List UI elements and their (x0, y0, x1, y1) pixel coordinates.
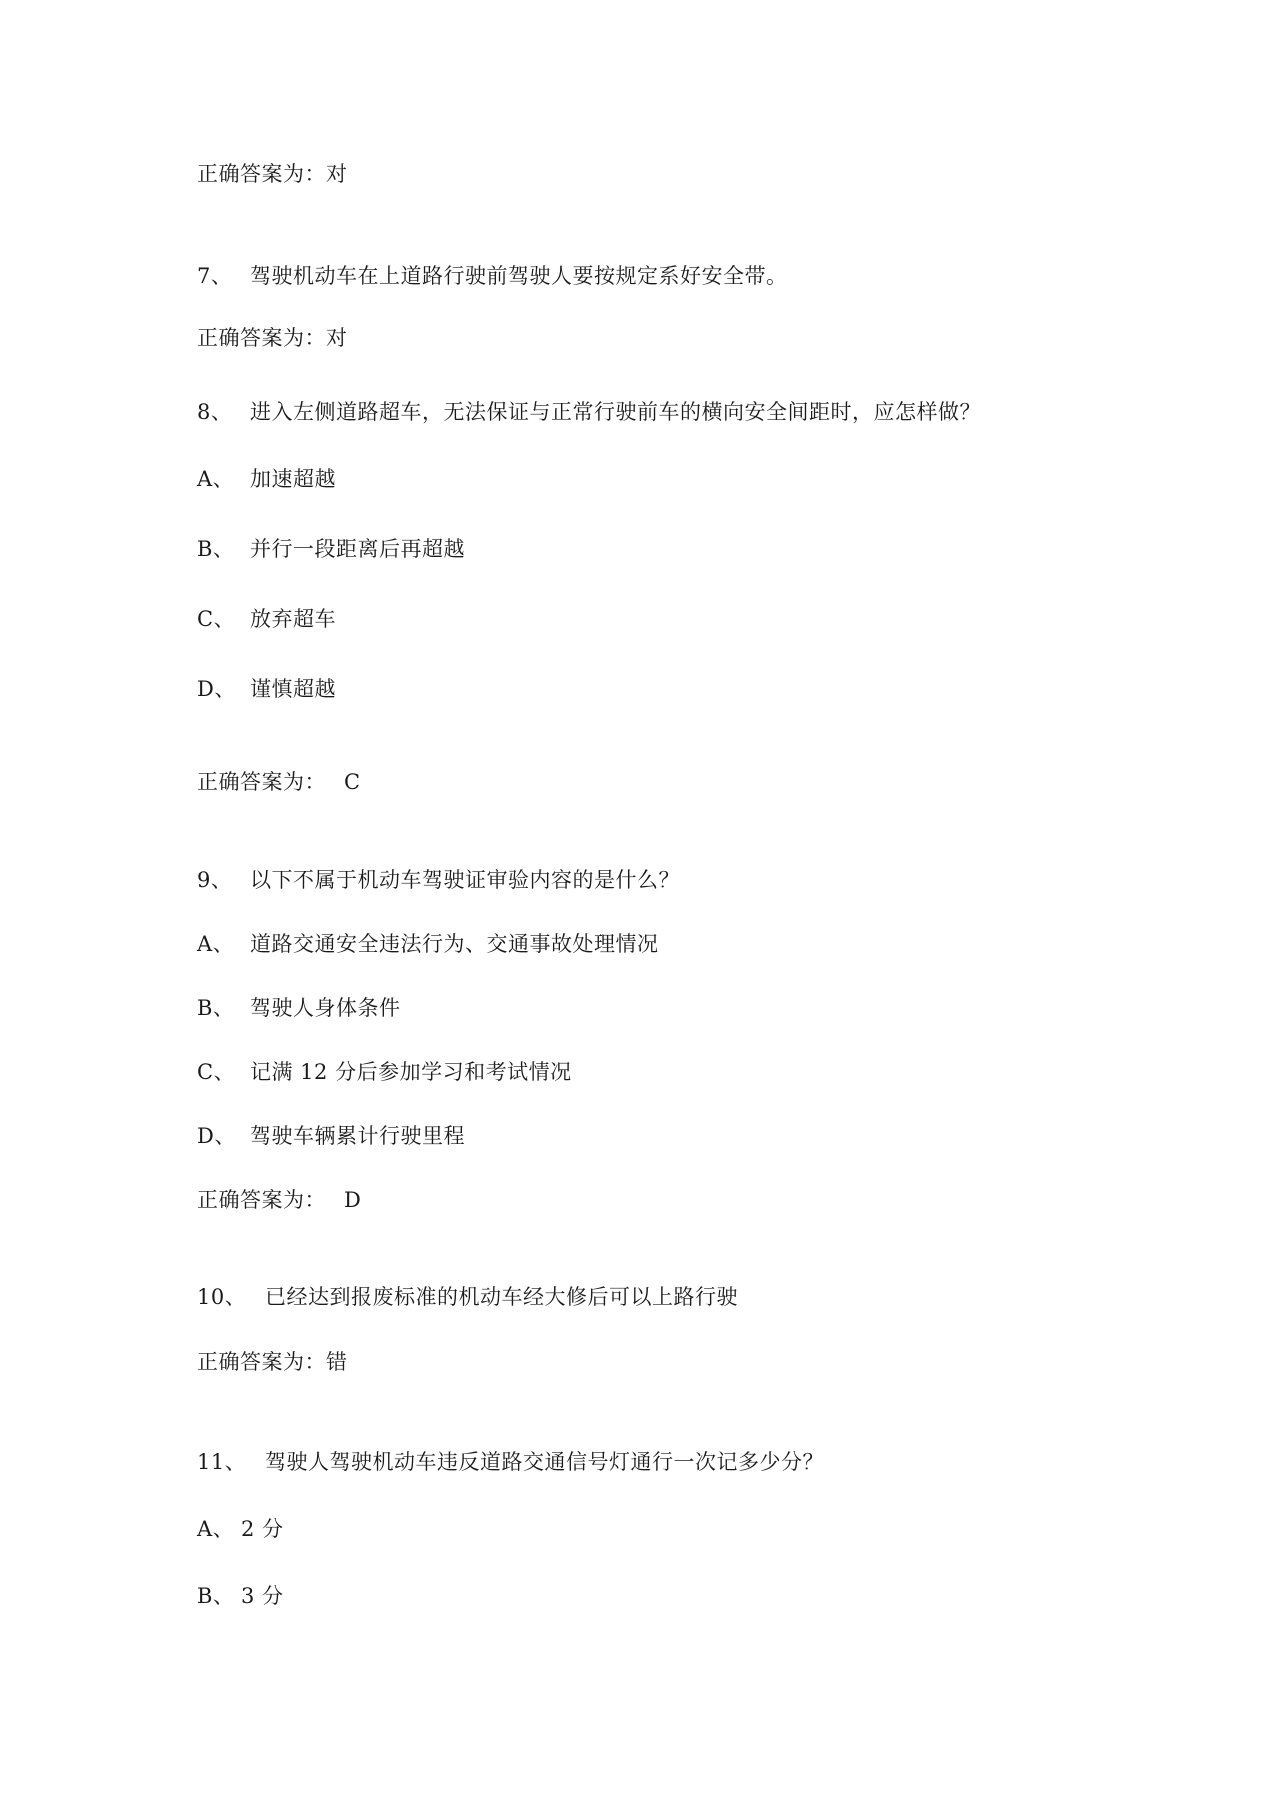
option-text: 道路交通安全违法行为、交通事故处理情况 (250, 932, 659, 956)
option-b (197, 994, 401, 1022)
question-number: 7、 (197, 264, 233, 288)
answer-label: 正确答案为： (197, 326, 326, 350)
answer-value: D (344, 1188, 362, 1212)
question-text: 进入左侧道路超车，无法保证与正常行驶前车的横向安全间距时，应怎样做？ (250, 400, 981, 424)
option-a (197, 930, 659, 958)
answer-label: 正确答案为： (197, 162, 326, 186)
option-text: 3 分 (241, 1584, 284, 1608)
answer-line (197, 1186, 361, 1214)
option-text: 谨慎超越 (250, 677, 336, 701)
answer-line (197, 768, 361, 796)
option-text: 2 分 (241, 1517, 284, 1541)
option-letter: B、 (197, 996, 235, 1020)
option-d (197, 1122, 465, 1150)
answer-line (197, 160, 348, 188)
option-letter: D、 (197, 1124, 236, 1148)
option-letter: B、 (197, 1584, 235, 1608)
answer-value: 对 (326, 326, 348, 350)
question-text: 驾驶机动车在上道路行驶前驾驶人要按规定系好安全带。 (250, 264, 788, 288)
question-text: 以下不属于机动车驾驶证审验内容的是什么？ (250, 868, 680, 892)
option-text: 记满 12 分后参加学习和考试情况 (250, 1060, 572, 1084)
question-number: 10、 (197, 1285, 247, 1309)
question-7 (197, 262, 788, 290)
answer-value: C (344, 770, 361, 794)
question-10 (197, 1283, 738, 1311)
option-letter: C、 (197, 607, 236, 631)
question-number: 8、 (197, 400, 233, 424)
answer-label: 正确答案为： (197, 1188, 326, 1212)
option-letter: D、 (197, 677, 236, 701)
answer-value: 对 (326, 162, 348, 186)
option-text: 加速超越 (250, 467, 336, 491)
option-a (197, 465, 336, 493)
question-text: 已经达到报废标准的机动车经大修后可以上路行驶 (265, 1285, 738, 1309)
answer-label: 正确答案为： (197, 770, 326, 794)
option-b (197, 1582, 284, 1610)
answer-line (197, 1348, 348, 1376)
question-11 (197, 1448, 824, 1476)
option-text: 并行一段距离后再超越 (250, 537, 465, 561)
question-9 (197, 866, 680, 894)
option-letter: B、 (197, 537, 235, 561)
answer-line (197, 324, 348, 352)
option-letter: A、 (197, 1517, 235, 1541)
option-a (197, 1515, 284, 1543)
answer-value: 错 (326, 1350, 348, 1374)
option-text: 放弃超车 (250, 607, 336, 631)
option-letter: C、 (197, 1060, 236, 1084)
option-c (197, 605, 336, 633)
option-text: 驾驶人身体条件 (250, 996, 401, 1020)
question-8 (197, 398, 981, 426)
option-c (197, 1058, 572, 1086)
option-text: 驾驶车辆累计行驶里程 (250, 1124, 465, 1148)
option-b (197, 535, 465, 563)
option-d (197, 675, 336, 703)
question-text: 驾驶人驾驶机动车违反道路交通信号灯通行一次记多少分？ (265, 1450, 824, 1474)
answer-label: 正确答案为： (197, 1350, 326, 1374)
option-letter: A、 (197, 932, 235, 956)
option-letter: A、 (197, 467, 235, 491)
question-number: 9、 (197, 868, 233, 892)
question-number: 11、 (197, 1450, 247, 1474)
